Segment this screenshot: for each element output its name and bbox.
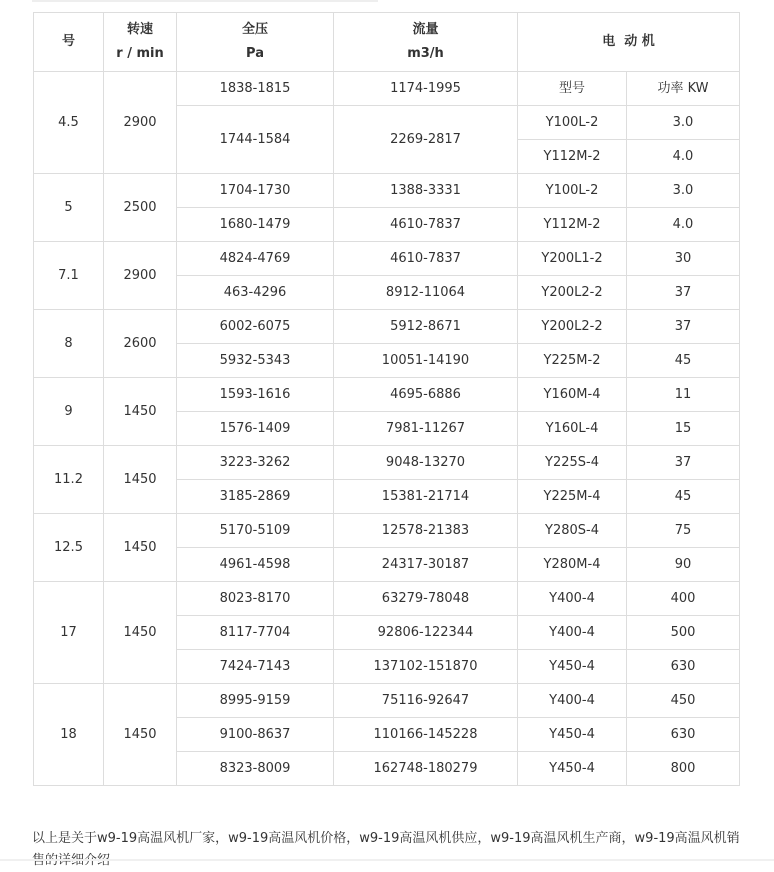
- power-cell: 4.0: [627, 208, 740, 242]
- pressure-cell: 4824-4769: [177, 242, 334, 276]
- motor-type-cell: Y112M-2: [518, 140, 627, 174]
- header-speed-label: 转速: [126, 22, 153, 38]
- model-cell: 7.1: [34, 242, 104, 310]
- table-row: [34, 174, 740, 208]
- speed-cell: 2600: [104, 310, 177, 378]
- power-cell: 11: [627, 378, 740, 412]
- speed-cell: 2900: [104, 72, 177, 174]
- motor-type-cell: Y100L-2: [518, 106, 627, 140]
- motor-type-cell: Y280M-4: [518, 548, 627, 582]
- pressure-cell: 8995-9159: [177, 684, 334, 718]
- power-cell: 400: [627, 582, 740, 616]
- header-flow: [334, 13, 518, 72]
- flow-cell: 110166-145228: [334, 718, 518, 752]
- header-pressure-unit: Pa: [246, 46, 264, 61]
- flow-cell: 4695-6886: [334, 378, 518, 412]
- model-cell: 4.5: [34, 72, 104, 174]
- table-row: [34, 514, 740, 548]
- power-cell: 800: [627, 752, 740, 786]
- flow-cell: 5912-8671: [334, 310, 518, 344]
- header-motor: [518, 13, 740, 72]
- header-speed: [104, 13, 177, 72]
- flow-cell: 1174-1995: [334, 72, 518, 106]
- pressure-cell: 1838-1815: [177, 72, 334, 106]
- pressure-cell: 1704-1730: [177, 174, 334, 208]
- power-cell: 75: [627, 514, 740, 548]
- power-cell: 500: [627, 616, 740, 650]
- pressure-cell: 4961-4598: [177, 548, 334, 582]
- motor-type-cell: Y400-4: [518, 616, 627, 650]
- table-body: [34, 72, 740, 786]
- table-row: [34, 582, 740, 616]
- speed-cell: 1450: [104, 378, 177, 446]
- motor-type-subheader: 型号: [518, 72, 627, 106]
- pressure-cell: 5170-5109: [177, 514, 334, 548]
- flow-cell: 7981-11267: [334, 412, 518, 446]
- motor-type-cell: Y200L1-2: [518, 242, 627, 276]
- model-cell: 11.2: [34, 446, 104, 514]
- motor-type-cell: Y280S-4: [518, 514, 627, 548]
- speed-cell: 1450: [104, 514, 177, 582]
- pressure-cell: 3223-3262: [177, 446, 334, 480]
- power-cell: 450: [627, 684, 740, 718]
- flow-cell: 10051-14190: [334, 344, 518, 378]
- power-cell: 45: [627, 344, 740, 378]
- pressure-cell: 8023-8170: [177, 582, 334, 616]
- pressure-cell: 8323-8009: [177, 752, 334, 786]
- pressure-cell: 6002-6075: [177, 310, 334, 344]
- motor-type-cell: Y225S-4: [518, 446, 627, 480]
- header-speed-unit: r / min: [116, 46, 164, 61]
- motor-type-cell: Y400-4: [518, 684, 627, 718]
- pressure-cell: 463-4296: [177, 276, 334, 310]
- motor-type-cell: Y450-4: [518, 752, 627, 786]
- flow-cell: 75116-92647: [334, 684, 518, 718]
- speed-cell: 1450: [104, 582, 177, 684]
- flow-cell: 9048-13270: [334, 446, 518, 480]
- motor-type-cell: Y450-4: [518, 650, 627, 684]
- speed-cell: 1450: [104, 684, 177, 786]
- flow-cell: 92806-122344: [334, 616, 518, 650]
- motor-type-cell: Y160M-4: [518, 378, 627, 412]
- motor-power-subheader: 功率 KW: [627, 72, 740, 106]
- motor-type-cell: Y200L2-2: [518, 276, 627, 310]
- power-cell: 45: [627, 480, 740, 514]
- power-cell: 90: [627, 548, 740, 582]
- header-flow-label: 流量: [412, 22, 439, 38]
- table-row: [34, 72, 740, 106]
- header-model-label: 号: [61, 34, 75, 50]
- fan-spec-table: [33, 12, 740, 786]
- table-row: [34, 310, 740, 344]
- header-model: [34, 13, 104, 72]
- speed-cell: 2500: [104, 174, 177, 242]
- pressure-cell: 1576-1409: [177, 412, 334, 446]
- header-pressure: [177, 13, 334, 72]
- top-divider: [32, 0, 378, 2]
- pressure-cell: 1593-1616: [177, 378, 334, 412]
- power-cell: 630: [627, 718, 740, 752]
- speed-cell: 1450: [104, 446, 177, 514]
- flow-cell: 8912-11064: [334, 276, 518, 310]
- pressure-cell: 8117-7704: [177, 616, 334, 650]
- power-cell: 37: [627, 446, 740, 480]
- table-row: [34, 446, 740, 480]
- flow-cell: 63279-78048: [334, 582, 518, 616]
- power-cell: 15: [627, 412, 740, 446]
- pressure-cell: 1744-1584: [177, 106, 334, 174]
- power-cell: 4.0: [627, 140, 740, 174]
- model-cell: 17: [34, 582, 104, 684]
- pressure-cell: 5932-5343: [177, 344, 334, 378]
- pressure-cell: 7424-7143: [177, 650, 334, 684]
- motor-type-cell: Y225M-2: [518, 344, 627, 378]
- table-row: [34, 684, 740, 718]
- motor-type-cell: Y112M-2: [518, 208, 627, 242]
- flow-cell: 24317-30187: [334, 548, 518, 582]
- flow-cell: 1388-3331: [334, 174, 518, 208]
- motor-type-cell: Y100L-2: [518, 174, 627, 208]
- power-cell: 3.0: [627, 106, 740, 140]
- motor-type-cell: Y225M-4: [518, 480, 627, 514]
- flow-cell: 15381-21714: [334, 480, 518, 514]
- flow-cell: 162748-180279: [334, 752, 518, 786]
- model-cell: 18: [34, 684, 104, 786]
- power-cell: 3.0: [627, 174, 740, 208]
- motor-type-cell: Y450-4: [518, 718, 627, 752]
- pressure-cell: 3185-2869: [177, 480, 334, 514]
- flow-cell: 4610-7837: [334, 242, 518, 276]
- flow-cell: 137102-151870: [334, 650, 518, 684]
- flow-cell: 4610-7837: [334, 208, 518, 242]
- header-pressure-label: 全压: [241, 22, 268, 38]
- power-cell: 37: [627, 276, 740, 310]
- power-cell: 30: [627, 242, 740, 276]
- header-flow-unit: m3/h: [407, 46, 444, 61]
- motor-type-cell: Y400-4: [518, 582, 627, 616]
- model-cell: 9: [34, 378, 104, 446]
- model-cell: 8: [34, 310, 104, 378]
- power-cell: 630: [627, 650, 740, 684]
- flow-cell: 12578-21383: [334, 514, 518, 548]
- power-cell: 37: [627, 310, 740, 344]
- summary-paragraph: 以上是关于w9-19高温风机厂家，w9-19高温风机价格，w9-19高温风机供应，w9-19高温风机生产商，w9-19高温风机销: [32, 831, 740, 846]
- table-row: [34, 242, 740, 276]
- model-cell: 5: [34, 174, 104, 242]
- table-row: [34, 378, 740, 412]
- pressure-cell: 1680-1479: [177, 208, 334, 242]
- pressure-cell: 9100-8637: [177, 718, 334, 752]
- model-cell: 12.5: [34, 514, 104, 582]
- motor-type-cell: Y160L-4: [518, 412, 627, 446]
- header-motor-label: 电 动 机: [602, 34, 655, 50]
- motor-type-cell: Y200L2-2: [518, 310, 627, 344]
- flow-cell: 2269-2817: [334, 106, 518, 174]
- speed-cell: 2900: [104, 242, 177, 310]
